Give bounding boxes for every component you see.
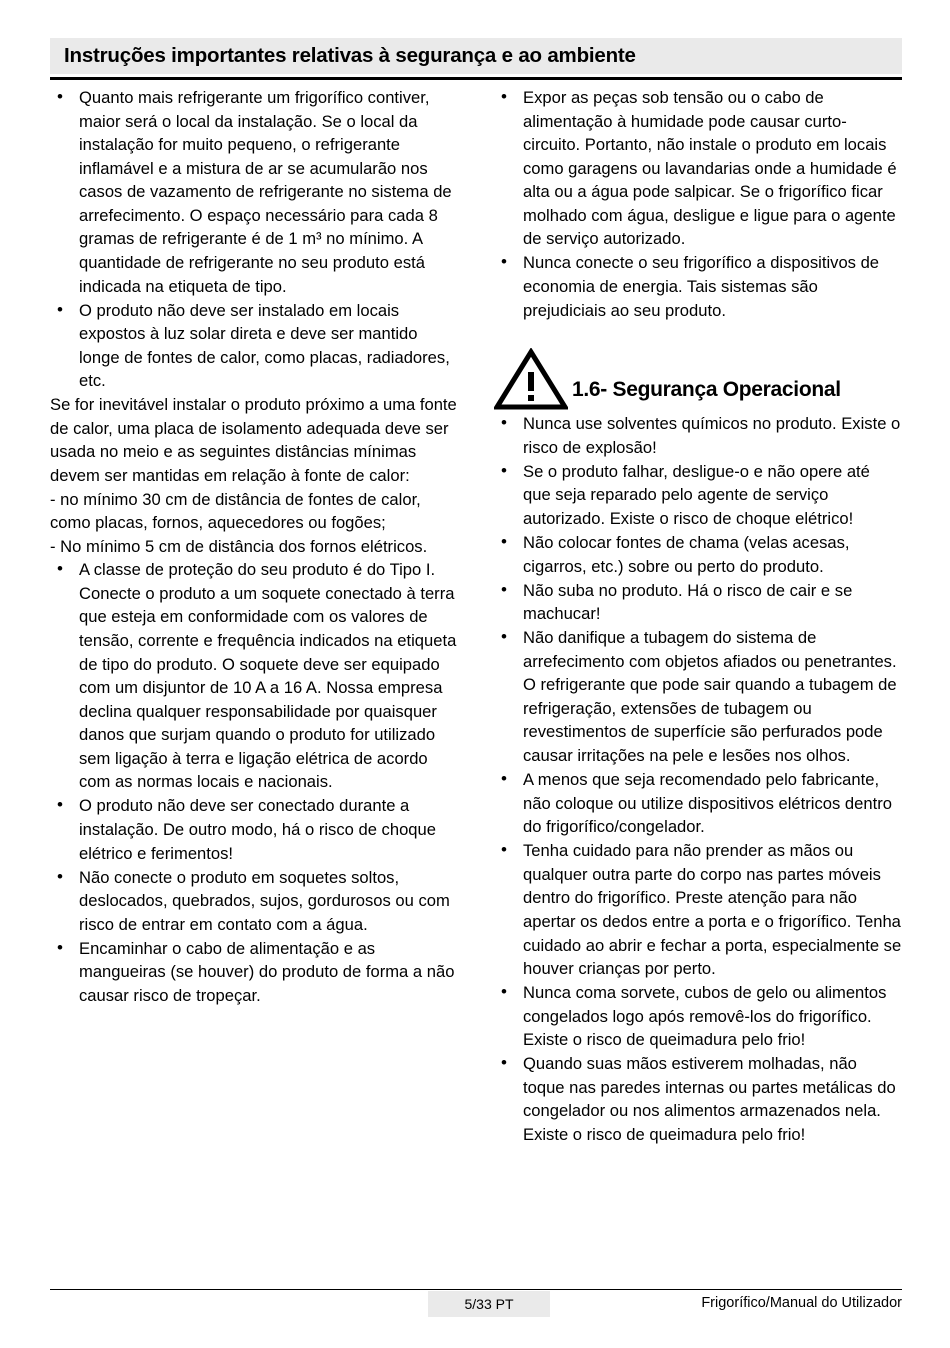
- page-number: 5/33 PT: [428, 1291, 550, 1317]
- list-item: • Se o produto falhar, desligue-o e não opere até que seja reparado pelo agente de serviço autorizado. Existe o risco de choque elétrico!: [494, 460, 902, 531]
- list-item: • Expor as peças sob tensão ou o cabo de alimentação à humidade pode causar curto-circuito. Portanto, não instale o produto em locais como garagens ou lavandarias onde a humidade é alta ou a água pode salpicar. Se o frigorífico ficar molhado com água, desligue e ligue para o agente de serviço autorizado.: [494, 86, 902, 251]
- left-paragraph-1: Se for inevitável instalar o produto próximo a uma fonte de calor, uma placa de isolamento adequada deve ser usada no meio e as seguintes distâncias mínimas devem ser mantidas em relação à fonte de calor:: [50, 395, 457, 485]
- list-item: • Nunca conecte o seu frigorífico a dispositivos de economia de energia. Tais sistemas são prejudiciais ao seu produto.: [494, 251, 902, 322]
- left-column: [50, 86, 458, 1276]
- page-footer: [50, 1291, 902, 1321]
- list-item: • Tenha cuidado para não prender as mãos ou qualquer outra parte do corpo nas partes móveis dentro do frigorífico. Preste atenção para não apertar os dedos entre a porta e o frigorífico. Tenha cuidado ao abrir e fechar a porta, especialmente se houver crianças por perto.: [494, 839, 902, 980]
- section-title: 1.6- Segurança Operacional: [572, 378, 841, 402]
- list-item: • Não danifique a tubagem do sistema de arrefecimento com objetos afiados ou penetrantes. O refrigerante que pode sair quando a tubagem de refrigeração, extensões de tubagem ou revestimentos de superfície são perfurados pode causar irritações na pele e lesões nos olhos.: [494, 626, 902, 767]
- list-item: • O produto não deve ser conectado durante a instalação. De outro modo, há o risco de choque elétrico e ferimentos!: [50, 794, 458, 865]
- footer-manual-label: Frigorífico/Manual do Utilizador: [701, 1295, 902, 1311]
- left-top-bullet-list: [50, 86, 458, 393]
- list-item: • Não suba no produto. Há o risco de cair e se machucar!: [494, 579, 902, 626]
- list-item: • A classe de proteção do seu produto é do Tipo I. Conecte o produto a um soquete conectado à terra que esteja em conformidade com os valores de tensão, corrente e frequência indicados na etiqueta de tipo do produto. O soquete deve ser equipado com um disjuntor de 10 A a 16 A. Nossa empresa declina qualquer responsabilidade por quaisquer danos que surjam quando o produto for utilizado sem ligação à terra e ligação elétrica de acordo com as normas locais e nacionais.: [50, 558, 458, 794]
- list-item: • Nunca coma sorvete, cubos de gelo ou alimentos congelados logo após removê-los do frigorífico. Existe o risco de queimadura pelo frio!: [494, 981, 902, 1052]
- list-item: • Não conecte o produto em soquetes soltos, deslocados, quebrados, sujos, gordurosos ou com risco de entrar em contato com a água.: [50, 866, 458, 937]
- two-column-body: [50, 86, 902, 1276]
- left-paragraph-3: - No mínimo 5 cm de distância dos fornos elétricos.: [50, 536, 428, 556]
- page-title: Instruções importantes relativas à segurança e ao ambiente: [64, 44, 636, 67]
- right-top-bullet-list: [494, 86, 902, 322]
- footer-divider: [50, 1289, 902, 1290]
- list-item: • Encaminhar o cabo de alimentação e as mangueiras (se houver) do produto de forma a não causar risco de tropeçar.: [50, 937, 458, 1008]
- list-item: • Quanto mais refrigerante um frigorífico contiver, maior será o local da instalação. Se o local da instalação for muito pequeno, o refrigerante inflamável e a mistura de ar se acumularão nos casos de vazamento de refrigerante no sistema de arrefecimento. O espaço necessário para cada 8 gramas de refrigerante é de 1 m³ no mínimo. A quantidade de refrigerante no seu produto está indicada na etiqueta de tipo.: [50, 86, 458, 298]
- left-bottom-bullet-list: [50, 558, 458, 1007]
- right-bottom-bullet-list: [494, 412, 902, 1146]
- warning-triangle-icon: [494, 348, 568, 410]
- page-header-band: [50, 38, 902, 74]
- list-item: • A menos que seja recomendado pelo fabricante, não coloque ou utilize dispositivos elétricos dentro do frigorífico/congelador.: [494, 768, 902, 839]
- list-item: • Nunca use solventes químicos no produto. Existe o risco de explosão!: [494, 412, 902, 459]
- section-heading: [494, 348, 902, 410]
- right-column: [494, 86, 902, 1276]
- left-paragraph-2: - no mínimo 30 cm de distância de fontes de calor, como placas, fornos, aquecedores ou fogões;: [50, 489, 421, 533]
- list-item: • O produto não deve ser instalado em locais expostos à luz solar direta e deve ser mantido longe de fontes de calor, como placas, radiadores, etc.: [50, 299, 458, 393]
- list-item: • Quando suas mãos estiverem molhadas, não toque nas paredes internas ou partes metálicas do congelador ou nos alimentos armazenados nela. Existe o risco de queimadura pelo frio!: [494, 1052, 902, 1146]
- header-divider: [50, 77, 902, 80]
- list-item: • Não colocar fontes de chama (velas acesas, cigarros, etc.) sobre ou perto do produto.: [494, 531, 902, 578]
